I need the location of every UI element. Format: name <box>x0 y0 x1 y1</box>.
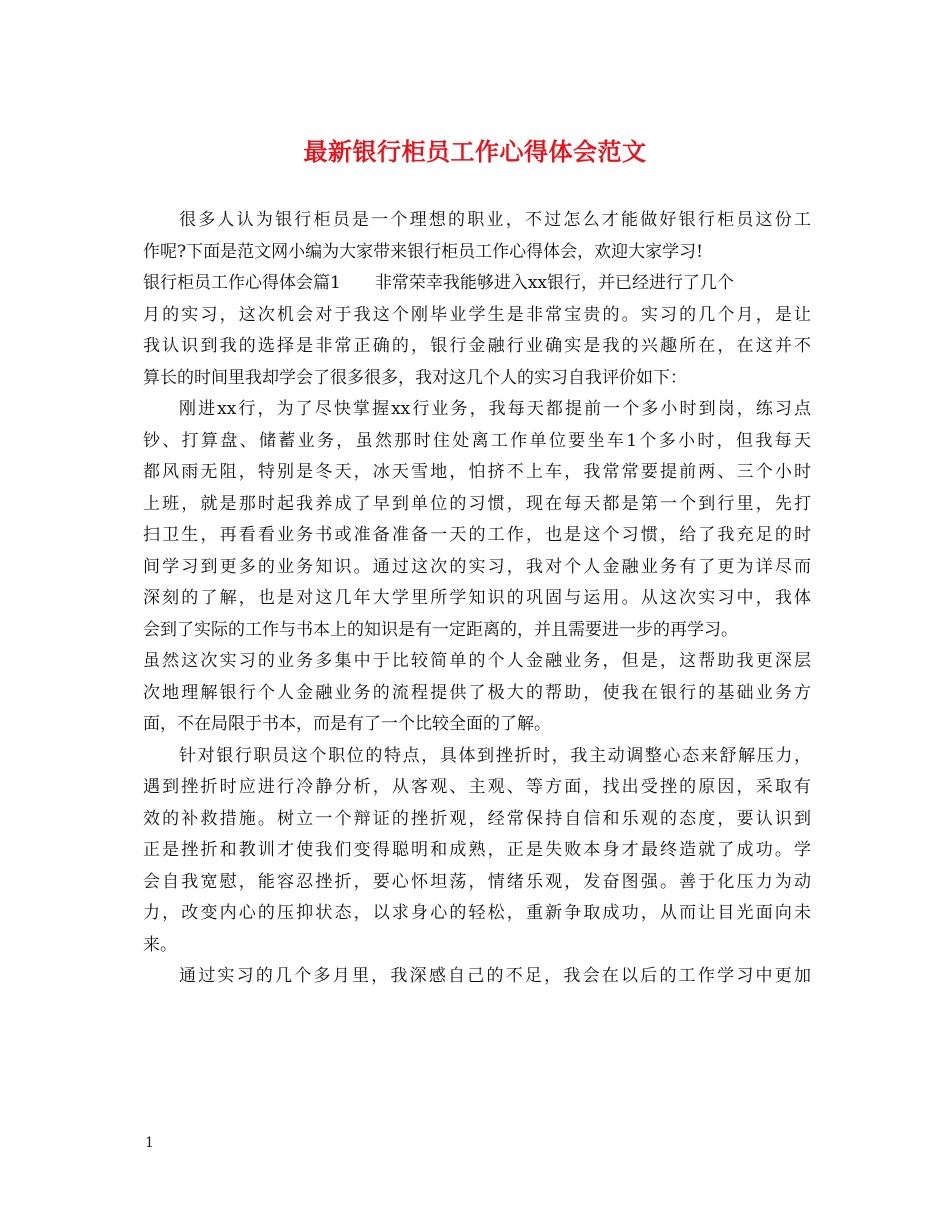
text-line: 作呢?下面是范文网小编为大家带来银行柜员工作心得体会，欢迎大家学习! <box>143 241 703 262</box>
text-line: 上班，就是那时起我养成了早到单位的习惯，现在每天都是第一个到行里，先打 <box>143 493 811 514</box>
text-line: 钞、打算盘、储蓄业务，虽然那时住处离工作单位要坐车1个多小时，但我每天 <box>143 430 811 451</box>
document-title: 最新银行柜员工作心得体会范文 <box>303 137 647 166</box>
text-line: 正是挫折和教训才使我们变得聪明和成熟，正是失败本身才最终造就了成功。学 <box>143 840 811 860</box>
page-number: 1 <box>145 1135 154 1151</box>
text-line: 次地理解银行个人金融业务的流程提供了极大的帮助，使我在银行的基础业务方 <box>143 682 811 703</box>
section-heading: 银行柜员工作心得体会篇1 <box>143 273 341 293</box>
text-line: 都风雨无阻，特别是冬天，冰天雪地，怕挤不上车，我常常要提前两、三个小时 <box>143 462 811 482</box>
text-line-heading <box>143 268 811 300</box>
text-line: 我认识到我的选择是非常正确的，银行金融行业确实是我的兴趣所在，在这并不 <box>143 336 811 356</box>
text-line: 力，改变内心的压抑状态，以求身心的轻松，重新争取成功，从而让目光面向未 <box>143 903 811 923</box>
text-line: 很多人认为银行柜员是一个理想的职业，不过怎么才能做好银行柜员这份工 <box>179 210 811 230</box>
text-line: 针对银行职员这个职位的特点，具体到挫折时，我主动调整心态来舒解压力， <box>179 745 811 766</box>
text-line: 会到了实际的工作与书本上的知识是有一定距离的，并且需要进一步的再学习。 <box>143 619 738 640</box>
text-line: 虽然这次实习的业务多集中于比较简单的个人金融业务，但是，这帮助我更深层 <box>143 651 811 671</box>
text-line: 非常荣幸我能够进入xx银行，并已经进行了几个 <box>374 273 735 293</box>
text-line: 面，不在局限于书本，而是有了一个比较全面的了解。 <box>143 714 551 734</box>
text-line: 通过实习的几个多月里，我深感自己的不足，我会在以后的工作学习中更加 <box>179 966 811 986</box>
text-line: 算长的时间里我却学会了很多很多，我对这几个人的实习自我评价如下： <box>143 367 687 388</box>
text-line: 间学习到更多的业务知识。通过这次的实习，我对个人金融业务有了更为详尽而 <box>143 556 811 577</box>
text-line: 来。 <box>143 934 177 955</box>
document-body <box>143 205 811 993</box>
text-line: 扫卫生，再看看业务书或准备准备一天的工作，也是这个习惯，给了我充足的时 <box>143 525 811 545</box>
text-line: 效的补救措施。树立一个辩证的挫折观，经常保持自信和乐观的态度，要认识到 <box>143 808 811 829</box>
text-line: 刚进xx行，为了尽快掌握xx行业务，我每天都提前一个多小时到岗，练习点 <box>179 399 811 419</box>
text-line: 会自我宽慰，能容忍挫折，要心怀坦荡，情绪乐观，发奋图强。善于化压力为动 <box>143 871 811 892</box>
text-line: 遇到挫折时应进行冷静分析，从客观、主观、等方面，找出受挫的原因，采取有 <box>143 777 811 797</box>
text-line: 深刻的了解，也是对这几年大学里所学知识的巩固与运用。从这次实习中，我体 <box>143 588 811 608</box>
text-line: 月的实习，这次机会对于我这个刚毕业学生是非常宝贵的。实习的几个月，是让 <box>143 304 811 325</box>
